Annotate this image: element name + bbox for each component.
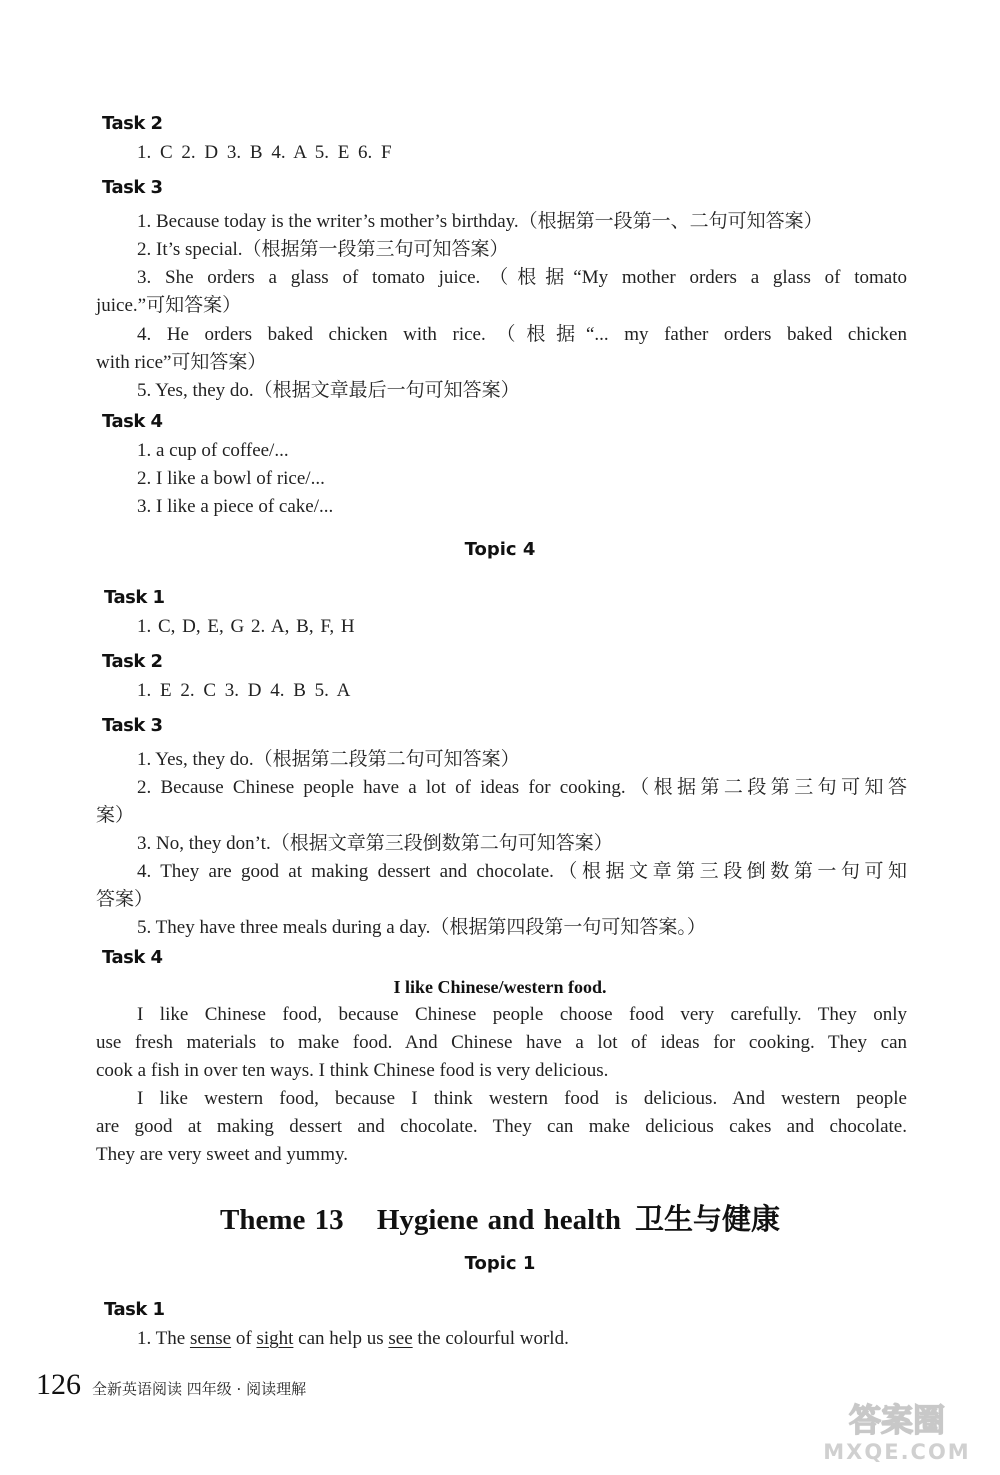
answer-line: 1. a cup of coffee/... [137, 440, 289, 461]
essay-line: I like western food, because I think western food is delicious. And western people [137, 1088, 907, 1109]
answer-line: 1. E 2. C 3. D 4. B 5. A [137, 680, 351, 701]
underlined-word: sight [256, 1328, 294, 1349]
answer-line: 1. C, D, E, G 2. A, B, F, H [137, 616, 355, 637]
theme-heading [0, 1197, 1000, 1238]
task-heading: Task 2 [102, 651, 163, 672]
answer-line: 2. I like a bowl of rice/... [137, 468, 325, 489]
text-segment: of [231, 1328, 257, 1349]
answer-line: 3. I like a piece of cake/... [137, 496, 334, 517]
answer-line: with rice”可知答案） [96, 352, 267, 373]
watermark-logo [810, 1395, 985, 1465]
answer-line: 1. Because today is the writer’s mother’s birthday.（根据第一段第一、二句可知答案） [137, 211, 823, 232]
underlined-word: sense [189, 1328, 232, 1349]
answer-line [137, 1328, 569, 1350]
essay-line: are good at making dessert and chocolate. They can make delicious cakes and chocolate. [96, 1116, 907, 1137]
page-number: 126 [36, 1368, 81, 1401]
watermark-url: MXQE.COM [823, 1440, 971, 1464]
essay-title: I like Chinese/western food. [393, 977, 607, 997]
topic-heading: Topic 4 [464, 539, 536, 560]
answer-line: 1. Yes, they do.（根据第二段第二句可知答案） [137, 749, 520, 770]
answer-line: 5. They have three meals during a day.（根据第四段第一句可知答案。） [137, 917, 706, 938]
topic-heading: Topic 1 [464, 1253, 536, 1274]
task-heading: Task 2 [102, 113, 163, 134]
task-heading: Task 3 [102, 715, 163, 736]
theme-number: Theme 13 [220, 1204, 344, 1236]
answer-line: 1. C 2. D 3. B 4. A 5. E 6. F [137, 142, 392, 163]
underlined-word: see [388, 1328, 413, 1349]
text-segment: 1. The [137, 1328, 190, 1349]
text-segment: the colourful world. [412, 1328, 569, 1349]
task-heading: Task 3 [102, 177, 163, 198]
task-heading: Task 4 [102, 947, 163, 968]
task-heading: Task 1 [104, 1299, 165, 1320]
essay-line: I like Chinese food, because Chinese people choose food very carefully. They only [137, 1004, 907, 1025]
answer-line: 案） [96, 805, 135, 826]
essay-line: cook a fish in over ten ways. I think Chinese food is very delicious. [96, 1060, 609, 1081]
answer-line: 4. He orders baked chicken with rice.（根据“... my father orders baked chicken [137, 324, 907, 345]
task-heading: Task 4 [102, 411, 163, 432]
theme-title-en: Hygiene and health [376, 1204, 621, 1236]
theme-title-cn: 卫生与健康 [634, 1204, 780, 1236]
answer-line: juice.”可知答案） [96, 295, 242, 316]
answer-line: 2. Because Chinese people have a lot of ideas for cooking.（根据第二段第三句可知答 [137, 777, 907, 798]
essay-line: They are very sweet and yummy. [96, 1144, 349, 1165]
answer-line: 答案） [96, 889, 154, 910]
text-segment: can help us [293, 1328, 389, 1349]
answer-line: 5. Yes, they do.（根据文章最后一句可知答案） [137, 380, 520, 401]
answer-line: 3. She orders a glass of tomato juice.（根据“My mother orders a glass of tomato [137, 267, 907, 288]
answer-line: 3. No, they don’t.（根据文章第三段倒数第二句可知答案） [137, 833, 613, 854]
essay-line: use fresh materials to make food. And Chinese have a lot of ideas for cooking. They can [96, 1032, 907, 1053]
book-title: 全新英语阅读 四年级 · 阅读理解 [92, 1380, 307, 1398]
task-heading: Task 1 [104, 587, 165, 608]
answer-line: 4. They are good at making dessert and chocolate.（根据文章第三段倒数第一句可知 [137, 861, 907, 882]
answer-line: 2. It’s special.（根据第一段第三句可知答案） [137, 239, 509, 260]
watermark-text: 答案圈 [848, 1401, 946, 1439]
